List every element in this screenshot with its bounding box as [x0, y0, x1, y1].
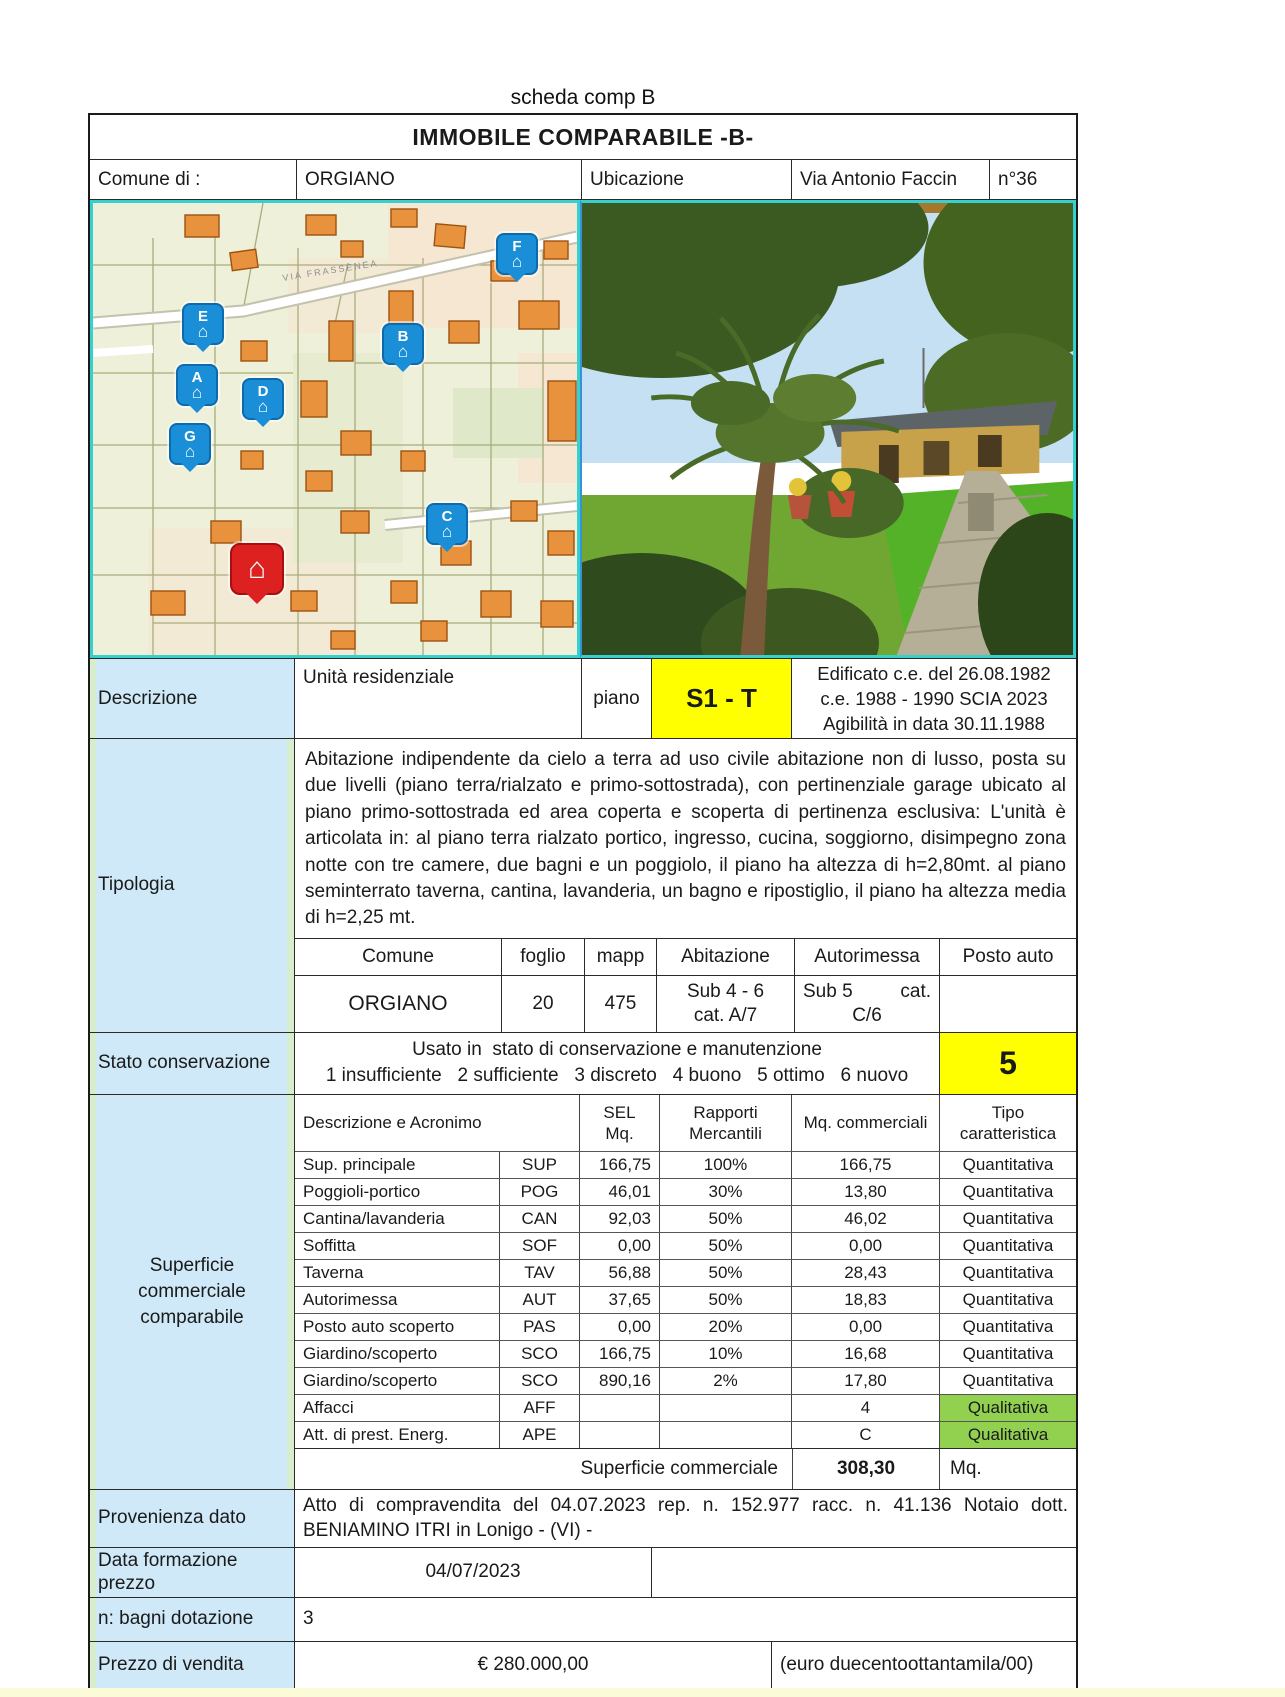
table-row	[295, 1232, 1076, 1259]
cell-sel	[580, 1395, 660, 1421]
marker-letter: G	[184, 427, 196, 445]
catasto-h-foglio: foglio	[502, 939, 585, 975]
header-sel-line1: SEL	[603, 1102, 636, 1122]
superficie-total-row	[295, 1448, 1076, 1489]
cell-desc: Sup. principale	[295, 1152, 500, 1178]
catasto-posto-auto	[940, 976, 1076, 1032]
header-descrizione-acronimo: Descrizione e Acronimo	[295, 1095, 580, 1151]
via-value: Via Antonio Faccin	[792, 160, 990, 199]
cell-sel: 92,03	[580, 1206, 660, 1232]
cell-sel: 166,75	[580, 1341, 660, 1367]
cell-rapporto: 30%	[660, 1179, 792, 1205]
prezzo-label: Prezzo di vendita	[90, 1642, 295, 1689]
abitazione-line2: cat. A/7	[693, 1004, 758, 1026]
house-icon: ⌂	[184, 441, 196, 461]
photo-drawing	[582, 203, 1073, 655]
superficie-label: Superficie commerciale comparabile	[90, 1095, 295, 1489]
superficie-section	[90, 1094, 1076, 1489]
cell-tipo: Quantitativa	[962, 1154, 1054, 1174]
bagni-label: n: bagni dotazione	[90, 1598, 295, 1641]
comune-value: ORGIANO	[297, 160, 582, 199]
cell-sel: 890,16	[580, 1368, 660, 1394]
cell-acronym: AUT	[500, 1287, 580, 1313]
edificato-line1: Edificato c.e. del 26.08.1982	[817, 663, 1051, 684]
abitazione-line1: Sub 4 - 6	[686, 980, 765, 1002]
header-tipo-caratteristica	[940, 1095, 1076, 1151]
cell-mq: 16,68	[792, 1341, 940, 1367]
stato-value-badge: 5	[940, 1033, 1076, 1094]
subject-property-marker	[230, 543, 284, 595]
house-icon: ⌂	[511, 251, 523, 271]
edificato-line2: c.e. 1988 - 1990 SCIA 2023	[820, 688, 1048, 709]
provenienza-line2: BENIAMINO ITRI in Lonigo - (VI) -	[303, 1520, 593, 1542]
cell-tipo: Quantitativa	[962, 1370, 1054, 1390]
stato-line2: 1 insufficiente 2 sufficiente 3 discreto 4 buono 5 ottimo 6 nuovo	[325, 1065, 909, 1087]
images-row	[90, 199, 1076, 658]
stato-line1: Usato in stato di conservazione e manutenzione	[412, 1039, 822, 1061]
cell-tipo: Quantitativa	[962, 1316, 1054, 1336]
edificato-line3: Agibilità in data 30.11.1988	[823, 713, 1045, 734]
cell-rapporto: 50%	[660, 1233, 792, 1259]
table-row	[295, 1394, 1076, 1421]
catasto-h-autorimessa: Autorimessa	[795, 939, 940, 975]
provenienza-text	[295, 1490, 1076, 1547]
marker-letter: D	[257, 382, 269, 400]
house-icon: ⌂	[257, 396, 269, 416]
superficie-header-row	[295, 1095, 1076, 1151]
table-row	[295, 1205, 1076, 1232]
header-sel-mq	[580, 1095, 660, 1151]
page-title: scheda comp B	[510, 86, 656, 109]
prezzo-value: € 280.000,00	[295, 1642, 772, 1689]
map-marker-A	[176, 364, 218, 406]
map-road-label: VIA FRASSENEA	[281, 257, 380, 283]
table-row	[295, 1421, 1076, 1448]
house-icon: ⌂	[441, 521, 453, 541]
table-row	[295, 1286, 1076, 1313]
map-marker-D	[242, 378, 284, 420]
total-value: 308,30	[792, 1449, 940, 1489]
main-table	[88, 113, 1078, 1691]
cell-desc: Autorimessa	[295, 1287, 500, 1313]
catasto-table	[295, 938, 1076, 1032]
marker-letter: F	[512, 237, 522, 255]
house-icon: ⌂	[191, 382, 203, 402]
catasto-h-comune: Comune	[295, 939, 502, 975]
cell-tipo-qualitative: Qualitativa	[940, 1395, 1076, 1421]
cell-sel: 37,65	[580, 1287, 660, 1313]
map-marker-B	[382, 323, 424, 365]
tipologia-row	[90, 738, 1076, 1032]
cell-desc: Affacci	[295, 1395, 500, 1421]
cell-rapporto: 10%	[660, 1341, 792, 1367]
table-row	[295, 1151, 1076, 1178]
catasto-comune: ORGIANO	[295, 976, 502, 1032]
catasto-header-row	[295, 939, 1076, 975]
cell-mq: 17,80	[792, 1368, 940, 1394]
cell-tipo-qualitative: Qualitativa	[940, 1422, 1076, 1448]
cell-desc: Giardino/scoperto	[295, 1341, 500, 1367]
autorimessa-sub: Sub 5	[803, 980, 853, 1002]
cell-acronym: SOF	[500, 1233, 580, 1259]
cell-rapporto: 2%	[660, 1368, 792, 1394]
catasto-autorimessa	[795, 976, 940, 1032]
provenienza-line1: Atto di compravendita del 04.07.2023 rep. n. 152.977 racc. n. 41.136 Notaio dott.	[303, 1495, 1068, 1517]
cell-acronym: PAS	[500, 1314, 580, 1340]
catasto-mapp: 475	[585, 976, 657, 1032]
cell-acronym: POG	[500, 1179, 580, 1205]
cell-tipo: Quantitativa	[962, 1181, 1054, 1201]
cell-acronym: SCO	[500, 1368, 580, 1394]
tipologia-label: Tipologia	[90, 739, 295, 1032]
map-marker-C	[426, 503, 468, 545]
data-formazione-empty	[652, 1548, 1076, 1597]
catasto-abitazione	[657, 976, 795, 1032]
cell-tipo: Quantitativa	[962, 1235, 1054, 1255]
header-sel-line2: Mq.	[605, 1123, 634, 1143]
house-icon: ⌂	[247, 552, 267, 585]
cell-mq: 18,83	[792, 1287, 940, 1313]
descrizione-value: Unità residenziale	[295, 659, 582, 738]
cell-rapporto: 50%	[660, 1260, 792, 1286]
catasto-h-posto-auto: Posto auto	[962, 945, 1054, 967]
total-label: Superficie commerciale	[580, 1457, 778, 1479]
descrizione-row	[90, 658, 1076, 738]
ubicazione-label: Ubicazione	[582, 160, 792, 199]
cell-mq: 0,00	[792, 1314, 940, 1340]
cell-sel: 0,00	[580, 1233, 660, 1259]
piano-label: piano	[582, 659, 652, 738]
cell-sel	[580, 1422, 660, 1448]
cell-acronym: AFF	[500, 1395, 580, 1421]
header-tipo-line2: caratteristica	[959, 1123, 1057, 1143]
prezzo-words: (euro duecentoottantamila/00)	[780, 1654, 1034, 1676]
cell-tipo: Quantitativa	[962, 1289, 1054, 1309]
house-icon: ⌂	[197, 321, 209, 341]
cell-mq: 28,43	[792, 1260, 940, 1286]
cell-acronym: SCO	[500, 1341, 580, 1367]
cell-tipo: Quantitativa	[962, 1262, 1054, 1282]
header-rap-line2: Mercantili	[689, 1123, 762, 1143]
map-marker-G	[169, 423, 211, 465]
data-formazione-value: 04/07/2023	[295, 1548, 652, 1597]
table-header-title: IMMOBILE COMPARABILE -B-	[412, 123, 754, 150]
table-row	[295, 1178, 1076, 1205]
cell-mq: 4	[792, 1395, 940, 1421]
cell-acronym: SUP	[500, 1152, 580, 1178]
tipologia-text: Abitazione indipendente da cielo a terra ad uso civile abitazione non di lusso, posta su due livelli (piano terra/rialzato e primo-sottostrada), con pertinenziale garage ubicato al piano primo-sottostrada ed area coperta e scoperta di pertinenza esclusiva: L'unità è articolata in: al piano terra rialzato portico, ingresso, cucina, soggiorno, disimpegno zona notte con tre camere, due bagni e un poggiolo, il piano ha altezza di h=2,80mt. al piano seminterrato taverna, cantina, lavanderia, un bagno e ripostiglio, il piano ha altezza media di h=2,25 mt.	[305, 749, 1066, 929]
cell-desc: Cantina/lavanderia	[295, 1206, 500, 1232]
descrizione-label: Descrizione	[90, 659, 295, 738]
map-marker-F	[496, 233, 538, 275]
cell-rapporto: 50%	[660, 1287, 792, 1313]
cell-rapporto: 100%	[660, 1152, 792, 1178]
table-row	[295, 1340, 1076, 1367]
superficie-table	[295, 1095, 1076, 1489]
bagni-value: 3	[303, 1608, 314, 1630]
provenienza-label: Provenienza dato	[90, 1490, 295, 1547]
edificato-info	[792, 659, 1076, 738]
tipologia-content	[295, 739, 1076, 1032]
cell-rapporto	[660, 1422, 792, 1448]
location-row	[90, 159, 1076, 199]
cell-mq: 0,00	[792, 1233, 940, 1259]
cell-acronym: CAN	[500, 1206, 580, 1232]
cell-rapporto: 50%	[660, 1206, 792, 1232]
cell-desc: Soffitta	[295, 1233, 500, 1259]
header-rap-line1: Rapporti	[693, 1102, 758, 1122]
header-mq-commerciali: Mq. commerciali	[792, 1095, 940, 1151]
cell-sel: 0,00	[580, 1314, 660, 1340]
table-row	[295, 1259, 1076, 1286]
cell-sel: 166,75	[580, 1152, 660, 1178]
cell-desc: Poggioli-portico	[295, 1179, 500, 1205]
property-photo	[580, 200, 1076, 658]
cell-desc: Giardino/scoperto	[295, 1368, 500, 1394]
piano-value-badge: S1 - T	[652, 659, 792, 738]
table-row	[295, 1367, 1076, 1394]
marker-letter: C	[441, 507, 453, 525]
house-icon: ⌂	[397, 341, 409, 361]
cell-mq: 166,75	[792, 1152, 940, 1178]
table-row	[295, 1313, 1076, 1340]
marker-letter: E	[197, 307, 208, 325]
catasto-h-abitazione: Abitazione	[657, 939, 795, 975]
stato-label: Stato conservazione	[90, 1033, 295, 1094]
cell-tipo: Quantitativa	[962, 1208, 1054, 1228]
cell-rapporto: 20%	[660, 1314, 792, 1340]
cell-rapporto	[660, 1395, 792, 1421]
map-marker-E	[182, 303, 224, 345]
cell-mq: 13,80	[792, 1179, 940, 1205]
bagni-row	[90, 1597, 1076, 1641]
cell-acronym: APE	[500, 1422, 580, 1448]
stato-scale	[295, 1033, 940, 1094]
header-tipo-line1: Tipo	[991, 1102, 1025, 1122]
cell-mq: 46,02	[792, 1206, 940, 1232]
total-unit: Mq.	[950, 1457, 982, 1479]
cell-desc: Taverna	[295, 1260, 500, 1286]
autorimessa-cat: cat.	[900, 980, 931, 1002]
marker-letter: B	[397, 327, 409, 345]
prezzo-row	[90, 1641, 1076, 1689]
catasto-data-row	[295, 975, 1076, 1032]
cell-sel: 46,01	[580, 1179, 660, 1205]
provenienza-row	[90, 1489, 1076, 1547]
civico-value: n°36	[998, 168, 1038, 190]
catasto-h-mapp: mapp	[585, 939, 657, 975]
catasto-foglio: 20	[502, 976, 585, 1032]
header-rapporti-mercantili	[660, 1095, 792, 1151]
autorimessa-line2: C/6	[852, 1004, 882, 1026]
cell-desc: Att. di prest. Energ.	[295, 1422, 500, 1448]
data-formazione-row	[90, 1547, 1076, 1597]
cell-mq: C	[792, 1422, 940, 1448]
bottom-yellow-strip	[0, 1688, 1285, 1697]
cell-acronym: TAV	[500, 1260, 580, 1286]
marker-letter: A	[191, 368, 203, 386]
cell-sel: 56,88	[580, 1260, 660, 1286]
cell-desc: Posto auto scoperto	[295, 1314, 500, 1340]
comune-label: Comune di :	[90, 160, 297, 199]
stato-conservazione-row	[90, 1032, 1076, 1094]
data-formazione-label: Data formazione prezzo	[90, 1548, 295, 1597]
map-image	[90, 200, 580, 658]
cell-tipo: Quantitativa	[962, 1343, 1054, 1363]
